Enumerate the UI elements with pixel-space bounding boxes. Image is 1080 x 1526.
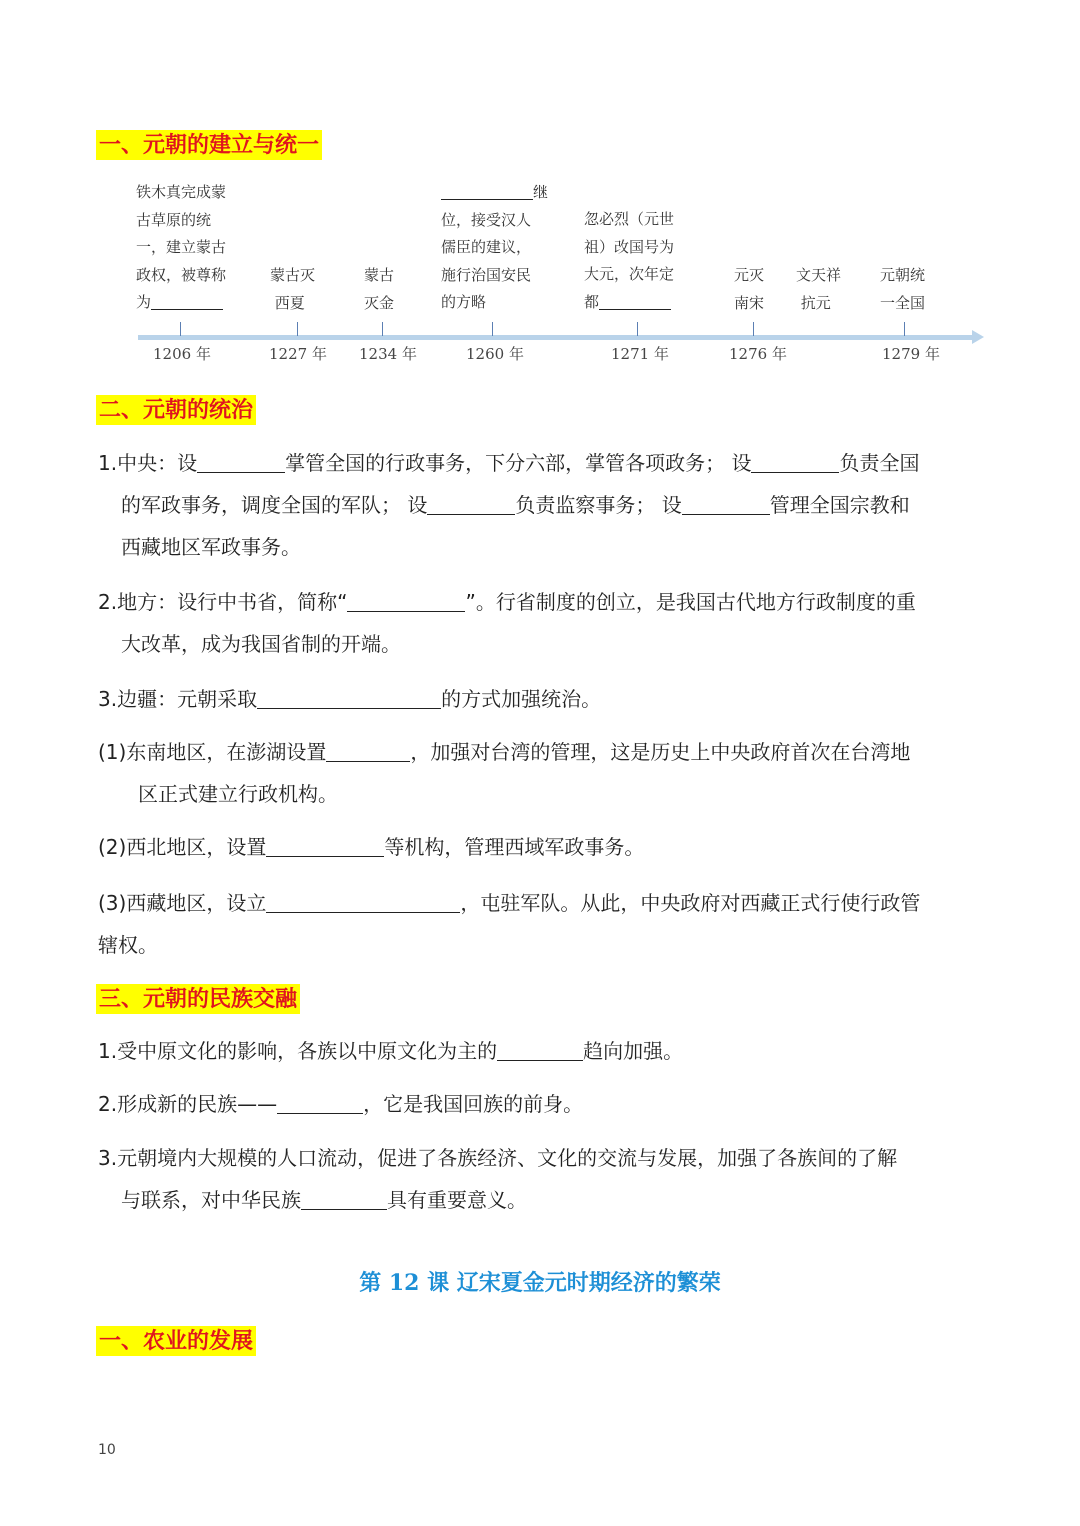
timeline-year: 1271 年: [611, 345, 669, 363]
blank[interactable]: [326, 741, 410, 762]
page-number: 10: [98, 1442, 116, 1458]
blank[interactable]: [277, 1093, 363, 1114]
timeline-tick: [753, 322, 754, 336]
blank[interactable]: [682, 494, 770, 515]
blank[interactable]: [751, 452, 839, 473]
paragraph-central: 1.中央：设 掌管全国的行政事务，下分六部，掌管各项政务； 设 负责全国: [98, 451, 920, 475]
paragraph-local: 2.地方：设行中书省，简称“ ”。行省制度的创立，是我国古代地方行政制度的重: [98, 590, 916, 614]
timeline-axis: [138, 335, 974, 340]
timeline-event-wentianxiang: 文天祥 抗元: [796, 266, 842, 312]
blank[interactable]: [599, 294, 671, 310]
section-heading-text: 二、元朝的统治: [99, 397, 254, 423]
paragraph-southeast: (1)东南地区，在澎湖设置 ，加强对台湾的管理，这是历史上中央政府首次在台湾地: [98, 740, 911, 764]
timeline-arrow-icon: [972, 330, 984, 344]
paragraph-migration: 3.元朝境内大规模的人口流动，促进了各族经济、文化的交流与发展，加强了各族间的了解: [98, 1146, 898, 1170]
timeline-tick: [180, 322, 181, 336]
paragraph-central-cont: 西藏地区军政事务。: [121, 535, 301, 559]
timeline-event-1227: 蒙古灭 西夏: [270, 266, 316, 312]
timeline-tick: [297, 322, 298, 336]
timeline-year: 1276 年: [729, 345, 787, 363]
blank[interactable]: [497, 1040, 583, 1061]
timeline-year: 1260 年: [466, 345, 524, 363]
timeline-year: 1279 年: [882, 345, 940, 363]
blank[interactable]: [197, 452, 285, 473]
section-heading-ethnic: [96, 984, 300, 1014]
section-heading-text: 一、农业的发展: [99, 1328, 254, 1354]
blank[interactable]: [257, 688, 441, 709]
lesson-title: 第 12 课 辽宋夏金元时期经济的繁荣: [359, 1270, 721, 1296]
timeline-event-1279: 元朝统 一全国: [880, 266, 926, 312]
timeline-tick: [382, 322, 383, 336]
blank[interactable]: [301, 1189, 387, 1210]
blank[interactable]: [151, 294, 223, 310]
blank[interactable]: [266, 892, 460, 913]
paragraph-tibet-cont: 辖权。: [98, 933, 158, 957]
paragraph-northwest: (2)西北地区，设置 等机构，管理西域军政事务。: [98, 835, 645, 859]
section-heading-rule: [96, 395, 256, 425]
timeline-tick: [492, 322, 493, 336]
timeline-event-1271: 忽必烈（元世 祖）改国号为 大元，次年定 都: [584, 210, 675, 311]
paragraph-southeast-cont: 区正式建立行政机构。: [138, 782, 338, 806]
timeline-event-1276: 元灭 南宋: [734, 266, 765, 312]
paragraph-tibet: (3)西藏地区，设立 ，屯驻军队。从此，中央政府对西藏正式行使行政管: [98, 891, 921, 915]
paragraph-migration-cont: 与联系，对中华民族 具有重要意义。: [121, 1188, 527, 1212]
timeline-year: 1234 年: [359, 345, 417, 363]
paragraph-culture: 1.受中原文化的影响，各族以中原文化为主的 趋向加强。: [98, 1039, 684, 1063]
blank[interactable]: [347, 591, 465, 612]
timeline-tick: [637, 322, 638, 336]
section-heading-establishment: [96, 130, 322, 160]
blank[interactable]: [427, 494, 515, 515]
paragraph-local-cont: 大改革，成为我国省制的开端。: [121, 632, 401, 656]
blank[interactable]: [266, 836, 384, 857]
timeline-tick: [904, 322, 905, 336]
timeline-event-1260: 继 位，接受汉人 儒臣的建议， 施行治国安民 的方略: [441, 183, 549, 311]
section-heading-agriculture: [96, 1326, 256, 1356]
timeline-year: 1227 年: [269, 345, 327, 363]
timeline-event-1206: 铁木真完成蒙 古草原的统 一，建立蒙古 政权，被尊称 为: [136, 183, 227, 311]
paragraph-new-ethnic: 2.形成新的民族—— ，它是我国回族的前身。: [98, 1092, 584, 1116]
blank[interactable]: [441, 184, 533, 200]
section-heading-text: 一、元朝的建立与统一: [99, 132, 320, 158]
paragraph-central-cont: 的军政事务，调度全国的军队； 设 负责监察事务； 设 管理全国宗教和: [121, 493, 910, 517]
paragraph-frontier: 3.边疆：元朝采取 的方式加强统治。: [98, 687, 602, 711]
timeline-year: 1206 年: [153, 345, 211, 363]
timeline-event-1234: 蒙古 灭金: [364, 266, 395, 312]
section-heading-text: 三、元朝的民族交融: [99, 986, 298, 1012]
